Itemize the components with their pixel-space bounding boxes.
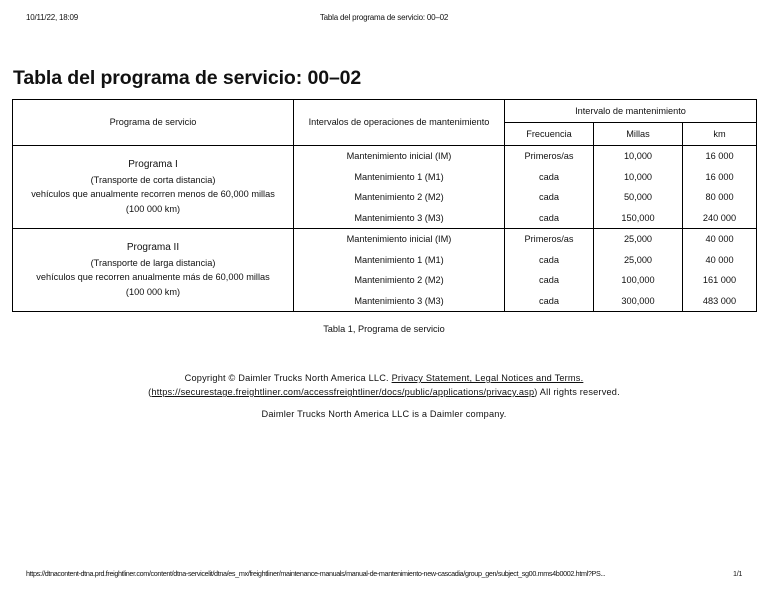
operation-cell: Mantenimiento inicial (IM): [294, 229, 505, 250]
frequency-cell: cada: [505, 167, 594, 188]
miles-cell: 25,000: [594, 229, 683, 250]
program-line: vehículos que anualmente recorren menos de 60,000 millas: [31, 189, 275, 199]
header-intervals: Intervalos de operaciones de mantenimiento: [294, 100, 505, 146]
km-cell: 40 000: [683, 250, 757, 271]
frequency-cell: cada: [505, 270, 594, 291]
frequency-cell: cada: [505, 291, 594, 312]
frequency-cell: Primeros/as: [505, 229, 594, 250]
km-cell: 161 000: [683, 270, 757, 291]
km-cell: 240 000: [683, 208, 757, 229]
frequency-cell: cada: [505, 187, 594, 208]
table-row: [13, 146, 757, 167]
privacy-url-link[interactable]: https://securestage.freightliner.com/accessfreightliner/docs/public/applications/privacy.asp: [151, 387, 535, 397]
miles-cell: 150,000: [594, 208, 683, 229]
miles-cell: 50,000: [594, 187, 683, 208]
program-line: Programa I: [128, 159, 178, 170]
url-close: ): [534, 387, 538, 397]
operation-cell: Mantenimiento 3 (M3): [294, 291, 505, 312]
program-line: (Transporte de larga distancia): [90, 257, 216, 268]
program-cell: [13, 229, 294, 312]
operation-cell: Mantenimiento 1 (M1): [294, 167, 505, 188]
operation-cell: Mantenimiento 1 (M1): [294, 250, 505, 271]
table-caption: Tabla 1, Programa de servicio: [323, 324, 445, 334]
program-line: vehículos que recorren anualmente más de 60,000 millas: [36, 272, 270, 282]
km-cell: 16 000: [683, 146, 757, 167]
miles-cell: 100,000: [594, 270, 683, 291]
km-cell: 80 000: [683, 187, 757, 208]
miles-cell: 300,000: [594, 291, 683, 312]
header-frequency: Frecuencia: [505, 123, 594, 146]
km-cell: 16 000: [683, 167, 757, 188]
table-row: [13, 229, 757, 250]
header-program: Programa de servicio: [13, 100, 294, 146]
km-cell: 483 000: [683, 291, 757, 312]
program-line: (Transporte de corta distancia): [90, 174, 216, 185]
operation-cell: Mantenimiento 2 (M2): [294, 187, 505, 208]
operation-cell: Mantenimiento inicial (IM): [294, 146, 505, 167]
miles-cell: 10,000: [594, 146, 683, 167]
company-note: Daimler Trucks North America LLC is a Daimler company.: [261, 409, 507, 419]
frequency-cell: cada: [505, 250, 594, 271]
header-miles: Millas: [594, 123, 683, 146]
program-cell: [13, 146, 294, 229]
km-cell: 40 000: [683, 229, 757, 250]
privacy-link[interactable]: Privacy Statement, Legal Notices and Terms.: [391, 373, 584, 383]
header-maintenance-interval: Intervalo de mantenimiento: [505, 100, 757, 123]
page-number: 1/1: [733, 569, 742, 578]
copyright-prefix: Copyright © Daimler Trucks North America LLC.: [184, 373, 392, 383]
page-title: Tabla del programa de servicio: 00–02: [13, 67, 362, 89]
service-schedule-table: [12, 99, 757, 312]
url-open: (: [148, 387, 152, 397]
miles-cell: 25,000: [594, 250, 683, 271]
program-line: (100 000 km): [125, 203, 181, 214]
operation-cell: Mantenimiento 3 (M3): [294, 208, 505, 229]
program-line: Programa II: [126, 242, 180, 253]
operation-cell: Mantenimiento 2 (M2): [294, 270, 505, 291]
print-header: [26, 13, 742, 25]
frequency-cell: Primeros/as: [505, 146, 594, 167]
header-km: km: [683, 123, 757, 146]
copyright-notice: [0, 371, 768, 399]
frequency-cell: cada: [505, 208, 594, 229]
miles-cell: 10,000: [594, 167, 683, 188]
print-date: 10/11/22, 18:09: [26, 13, 79, 22]
print-title: Tabla del programa de servicio: 00–02: [319, 13, 449, 22]
rights-reserved: All rights reserved.: [537, 387, 620, 397]
program-line: (100 000 km): [125, 286, 181, 297]
footer-url: https://dtnacontent-dtna.prd.freightliner.com/content/dtna-servicelit/dtna/es_mx/freightliner/maintenance-manuals/manual-de-mantenimiento-new-cascadia/group_gen/subject_sg00.mms4b0002.html?PS...: [26, 569, 606, 578]
